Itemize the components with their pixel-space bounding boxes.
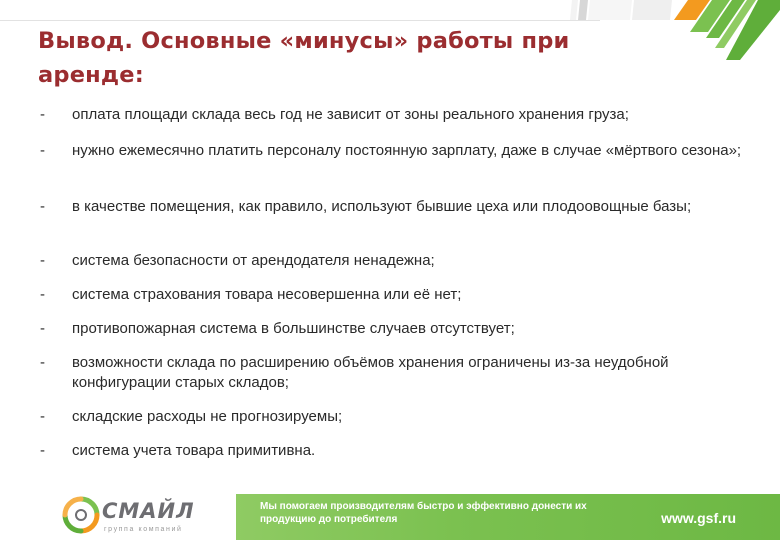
bullet-dash: - xyxy=(40,408,45,425)
bullet-dash: - xyxy=(40,320,45,337)
bullet-dash: - xyxy=(40,286,45,303)
list-item-text: складские расходы не прогнозируемы; xyxy=(72,408,343,425)
header-rule xyxy=(0,20,600,21)
list-item-text: в качестве помещения, как правило, используют бывшие цеха или плодоовощные базы; xyxy=(72,198,692,215)
bullet-dash: - xyxy=(40,442,45,459)
list-item-text: нужно ежемесячно платить персоналу постоянную зарплату, даже в случае «мёртвого сезона»; xyxy=(72,142,742,159)
website-link[interactable]: www.gsf.ru xyxy=(661,510,736,526)
list-item-text: система безопасности от арендодателя ненадежна; xyxy=(72,252,435,269)
bullet-dash: - xyxy=(40,354,45,371)
company-logo xyxy=(62,496,242,538)
list-item-text: противопожарная система в большинстве случаев отсутствует; xyxy=(72,320,515,337)
bullet-dash: - xyxy=(40,142,45,159)
list-item-text: возможности склада по расширению объёмов хранения ограничены из-за неудобной конфигурации старых складов; xyxy=(72,354,669,391)
smile-logo-icon xyxy=(62,496,100,534)
list-item-text: оплата площади склада весь год не зависит от зоны реального хранения груза; xyxy=(72,106,629,123)
bullet-dash: - xyxy=(40,252,45,269)
bullet-dash: - xyxy=(40,198,45,215)
list-item-text: система учета товара примитивна. xyxy=(72,442,316,459)
list-item-text: система страхования товара несовершенна или её нет; xyxy=(72,286,462,303)
page-title: Вывод. Основные «минусы» работы при аренде: xyxy=(38,28,570,88)
logo-subtitle: группа компаний xyxy=(104,526,183,533)
logo-wordmark: СМАЙЛ xyxy=(102,499,195,523)
bullet-dash: - xyxy=(40,106,45,123)
footer-slogan: Мы помогаем производителям быстро и эффективно донести их продукцию до потребителя xyxy=(260,501,587,525)
footer-banner xyxy=(236,494,780,540)
